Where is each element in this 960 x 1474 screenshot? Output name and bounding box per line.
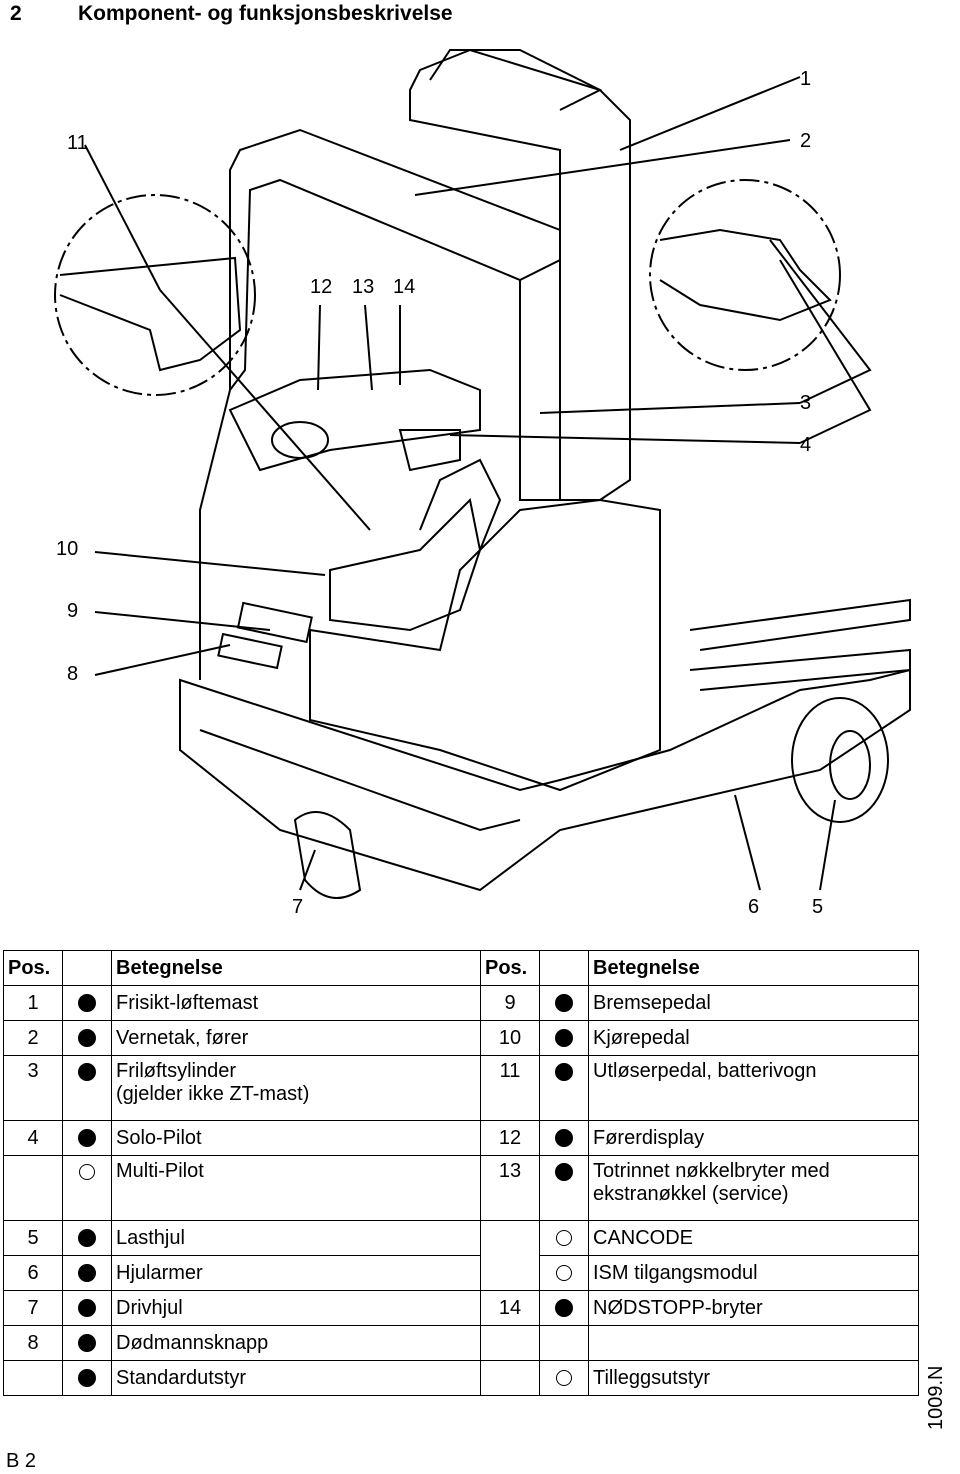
standard-dot-icon xyxy=(78,1369,96,1387)
table-row: 2 Vernetak, fører 10 Kjørepedal xyxy=(4,1021,919,1056)
fork-lower xyxy=(690,650,910,690)
pedal-drive xyxy=(218,634,281,668)
standard-dot-icon xyxy=(78,1334,96,1352)
guard-front-post xyxy=(200,390,230,680)
fork-upper xyxy=(690,600,910,650)
document-code: 1009.N xyxy=(925,1365,947,1430)
mast-top xyxy=(430,50,600,110)
load-wheel xyxy=(792,698,888,822)
leader-1 xyxy=(620,77,800,150)
standard-dot-icon xyxy=(78,1029,96,1047)
standard-dot-icon xyxy=(78,1229,96,1247)
chassis xyxy=(180,670,910,890)
leader-2 xyxy=(415,140,790,195)
detail-right-content xyxy=(660,230,830,320)
header-pos-left: Pos. xyxy=(4,951,63,986)
optional-ring-icon xyxy=(556,1265,572,1281)
standard-dot-icon xyxy=(78,1063,96,1081)
table-row: 6 Hjularmer ISM tilgangsmodul xyxy=(4,1256,919,1291)
leader-11-arrow xyxy=(160,290,370,530)
pedal-brake xyxy=(238,603,312,642)
callout-10: 10 xyxy=(56,538,79,560)
callout-3: 3 xyxy=(800,392,812,414)
header-desc-right: Betegnelse xyxy=(589,951,919,986)
leader-5 xyxy=(820,800,835,890)
chassis-lower xyxy=(200,730,520,830)
standard-dot-icon xyxy=(555,1299,573,1317)
standard-dot-icon xyxy=(555,1029,573,1047)
table-row: 4 Solo-Pilot 12 Førerdisplay xyxy=(4,1121,919,1156)
table-row: 8 Dødmannsknapp xyxy=(4,1326,919,1361)
table-row: 3 Friløftsylinder (gjelder ikke ZT-mast) 11 Utløserpedal, batterivogn xyxy=(4,1056,919,1121)
seat-back xyxy=(420,460,500,550)
table-row-legend: Standardutstyr Tilleggsutstyr xyxy=(4,1361,919,1396)
component-legend-table xyxy=(3,950,919,1396)
leader-8 xyxy=(95,645,230,675)
callout-6: 6 xyxy=(748,896,760,918)
optional-ring-icon xyxy=(79,1164,95,1180)
table-row: 7 Drivhjul 14 NØDSTOPP-bryter xyxy=(4,1291,919,1326)
leader-12 xyxy=(318,305,320,390)
callout-1: 1 xyxy=(800,68,812,90)
optional-ring-icon xyxy=(556,1370,572,1386)
standard-dot-icon xyxy=(555,994,573,1012)
standard-dot-icon xyxy=(78,1264,96,1282)
load-wheel-hub xyxy=(830,731,870,799)
seat xyxy=(330,500,480,630)
guard-rear-post xyxy=(520,280,590,500)
detail-left-content xyxy=(60,258,240,370)
callout-13: 13 xyxy=(352,276,375,298)
callout-8: 8 xyxy=(67,663,79,685)
detail-circle-right xyxy=(650,180,840,370)
standard-dot-icon xyxy=(555,1129,573,1147)
leader-3b xyxy=(770,240,870,403)
drive-wheel xyxy=(295,812,360,898)
callout-5: 5 xyxy=(812,896,824,918)
header-desc-left: Betegnelse xyxy=(112,951,481,986)
page-number: B 2 xyxy=(6,1450,37,1472)
overhead-guard xyxy=(230,130,560,390)
page-title: Komponent- og funksjonsbeskrivelse xyxy=(78,2,453,25)
table-row: 5 Lasthjul CANCODE xyxy=(4,1221,919,1256)
callout-14: 14 xyxy=(393,276,416,298)
callout-9: 9 xyxy=(67,600,79,622)
standard-dot-icon xyxy=(78,1299,96,1317)
optional-ring-icon xyxy=(556,1230,572,1246)
forklift-illustration xyxy=(0,30,960,950)
callout-7: 7 xyxy=(292,896,304,918)
callout-2: 2 xyxy=(800,130,812,152)
table-row: Multi-Pilot 13 Totrinnet nøkkelbryter med ekstranøkkel (service) xyxy=(4,1156,919,1221)
table-header-row xyxy=(4,951,919,986)
callout-12: 12 xyxy=(310,276,333,298)
standard-dot-icon xyxy=(78,1129,96,1147)
standard-dot-icon xyxy=(555,1163,573,1181)
standard-dot-icon xyxy=(78,994,96,1012)
callout-4: 4 xyxy=(800,434,812,456)
standard-dot-icon xyxy=(555,1063,573,1081)
header-pos-right: Pos. xyxy=(481,951,540,986)
chapter-number: 2 xyxy=(10,2,22,25)
callout-11: 11 xyxy=(67,132,88,154)
dashboard xyxy=(230,370,480,470)
leader-10 xyxy=(95,552,325,575)
leader-9 xyxy=(95,612,270,630)
leader-13 xyxy=(365,305,372,390)
leader-6 xyxy=(735,795,760,890)
leader-4 xyxy=(450,435,800,443)
leader-3 xyxy=(540,403,800,413)
battery-hood xyxy=(310,500,660,790)
table-row: 1 Frisikt-løftemast 9 Bremsepedal xyxy=(4,986,919,1021)
